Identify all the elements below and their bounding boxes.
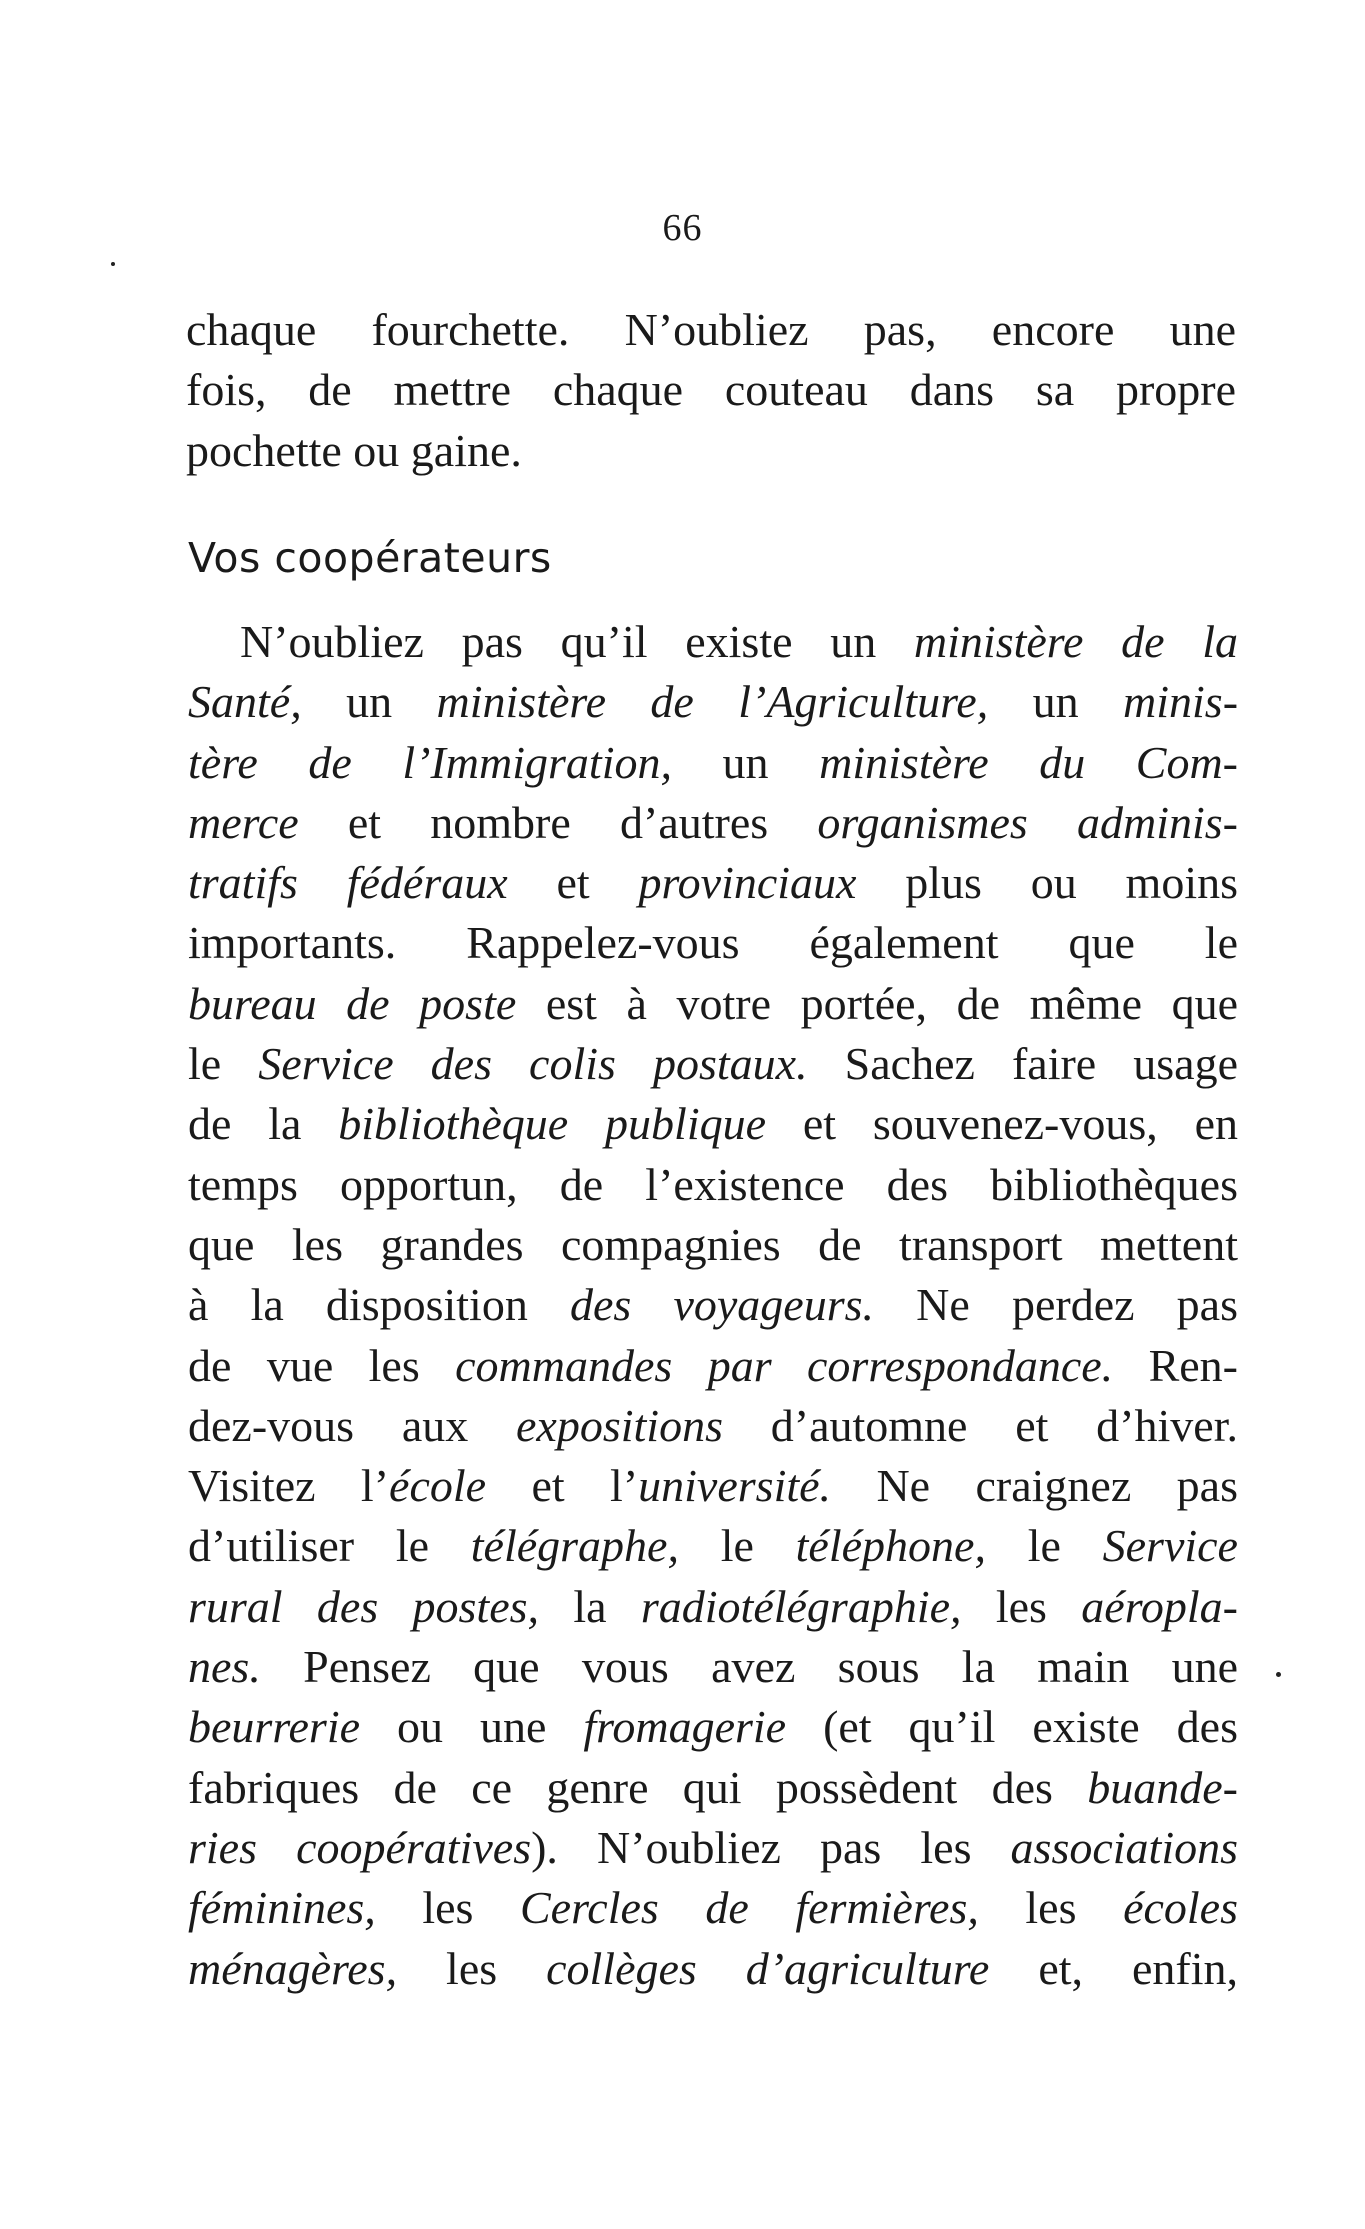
text-line: [188, 672, 1238, 732]
italic-run: rural des postes,: [188, 1580, 540, 1632]
text-line: [188, 1697, 1238, 1757]
italic-run: aéropla-: [1081, 1580, 1238, 1632]
text-run: Pensez que vous avez sous la main une: [260, 1641, 1238, 1693]
italic-run: école: [389, 1460, 487, 1512]
italic-run: merce: [188, 796, 299, 848]
text-run: et l’: [486, 1460, 639, 1512]
body-paragraph: [188, 612, 1238, 1999]
italic-run: ministère du Com-: [819, 736, 1239, 788]
italic-run: nes.: [188, 1641, 261, 1693]
text-run: les: [978, 1882, 1124, 1934]
intro-paragraph: [186, 300, 1236, 481]
text-line: chaque fourchette. N’oubliez pas, encore une: [186, 304, 1236, 355]
italic-run: bibliothèque publique: [338, 1098, 767, 1150]
text-run: N’oubliez pas qu’il existe un: [240, 616, 914, 667]
italic-run: provinciaux: [638, 857, 857, 909]
text-line: [188, 1637, 1238, 1697]
text-line: [188, 1818, 1238, 1878]
text-run: et: [507, 857, 639, 909]
text-line: pochette ou gaine.: [186, 424, 522, 476]
text-run: Ren-: [1113, 1339, 1239, 1391]
italic-run: tratifs fédéraux: [188, 857, 508, 909]
italic-run: tère de l’Immigration,: [188, 736, 672, 788]
italic-run: bureau de poste: [188, 977, 517, 1029]
italic-run: écoles: [1123, 1882, 1238, 1934]
text-run: est à votre portée, de même que: [516, 977, 1238, 1029]
italic-run: Service des colis postaux.: [258, 1038, 808, 1090]
text-line: [188, 1155, 1238, 1215]
text-run: ou une: [360, 1701, 584, 1753]
text-run: les: [961, 1580, 1082, 1632]
italic-run: beurrerie: [188, 1701, 361, 1753]
italic-run: télégraphe,: [470, 1520, 679, 1572]
text-run: la: [539, 1580, 641, 1632]
italic-run: des voyageurs.: [570, 1279, 875, 1331]
italic-run: radiotélégraphie,: [640, 1580, 962, 1632]
text-run: d’utiliser le: [188, 1520, 471, 1572]
text-run: plus ou moins: [856, 857, 1238, 909]
italic-run: Cercles de fermières,: [520, 1882, 979, 1934]
text-run: le: [985, 1520, 1103, 1572]
text-run: ). N’oubliez pas les: [531, 1821, 1011, 1873]
text-run: dez-vous aux: [188, 1399, 516, 1451]
italic-run: ries coopératives: [188, 1821, 532, 1873]
text-run: importants. Rappelez-vous également que le: [188, 917, 1238, 969]
text-run: les: [397, 1942, 547, 1994]
italic-run: associations: [1010, 1821, 1239, 1873]
text-line: [188, 1758, 1238, 1818]
print-speck: [111, 262, 115, 266]
italic-run: téléphone,: [795, 1520, 986, 1572]
text-line: [188, 853, 1238, 913]
italic-run: Service: [1102, 1520, 1238, 1572]
italic-run: ministère de l’Agriculture,: [436, 676, 989, 728]
italic-run: fromagerie: [583, 1701, 787, 1753]
text-line: [188, 1456, 1238, 1516]
text-run: de vue les: [188, 1339, 456, 1391]
text-run: d’automne et d’hiver.: [722, 1399, 1238, 1451]
text-line: [188, 1034, 1238, 1094]
text-run: de la: [188, 1098, 339, 1150]
text-run: les: [375, 1882, 520, 1934]
italic-run: ministère de la: [913, 616, 1239, 667]
text-run: que les grandes compagnies de transport mettent: [188, 1218, 1238, 1270]
text-line: [188, 1215, 1238, 1275]
text-line: [188, 733, 1238, 793]
text-line: [188, 1094, 1238, 1154]
italic-run: université.: [638, 1460, 832, 1512]
text-line: [188, 1336, 1238, 1396]
italic-run: buande-: [1087, 1761, 1238, 1813]
text-line: [188, 1516, 1238, 1576]
italic-run: Santé,: [188, 676, 302, 728]
text-run: et nombre d’autres: [298, 796, 818, 848]
text-run: un: [988, 676, 1124, 728]
italic-run: expositions: [516, 1399, 723, 1451]
text-run: à la disposition: [188, 1279, 570, 1331]
text-run: le: [188, 1038, 259, 1090]
text-run: un: [671, 736, 820, 788]
text-run: Ne craignez pas: [831, 1460, 1238, 1512]
italic-run: organismes adminis-: [817, 796, 1238, 848]
text-run: (et qu’il existe des: [786, 1701, 1238, 1753]
italic-run: féminines,: [188, 1882, 376, 1934]
text-line: [188, 1275, 1238, 1335]
text-run: et, enfin,: [989, 1942, 1238, 1994]
text-run: et souvenez-vous, en: [766, 1098, 1238, 1150]
text-line: [188, 1396, 1238, 1456]
text-run: fabriques de ce genre qui possèdent des: [188, 1761, 1088, 1813]
text-line: fois, de mettre chaque couteau dans sa propre: [186, 364, 1236, 416]
text-run: Sachez faire usage: [807, 1038, 1238, 1090]
italic-run: commandes par correspondance.: [455, 1339, 1114, 1391]
text-run: Visitez l’: [188, 1460, 390, 1512]
text-line: [188, 1939, 1238, 1999]
text-run: temps opportun, de l’existence des bibliothèques: [188, 1158, 1238, 1210]
text-line: [188, 974, 1238, 1034]
text-line: [188, 793, 1238, 853]
italic-run: minis-: [1123, 676, 1239, 728]
section-heading: Vos coopérateurs: [188, 534, 552, 582]
page-number: 66: [662, 207, 703, 249]
text-line: [188, 1878, 1238, 1938]
italic-run: ménagères,: [188, 1942, 398, 1994]
text-run: un: [301, 676, 437, 728]
print-speck: [1276, 1672, 1281, 1677]
italic-run: collèges d’agriculture: [546, 1942, 990, 1994]
text-line: [188, 612, 1238, 672]
text-run: Ne perdez pas: [874, 1279, 1239, 1331]
text-run: le: [678, 1520, 796, 1572]
text-line: [188, 1577, 1238, 1637]
text-line: [188, 913, 1238, 973]
